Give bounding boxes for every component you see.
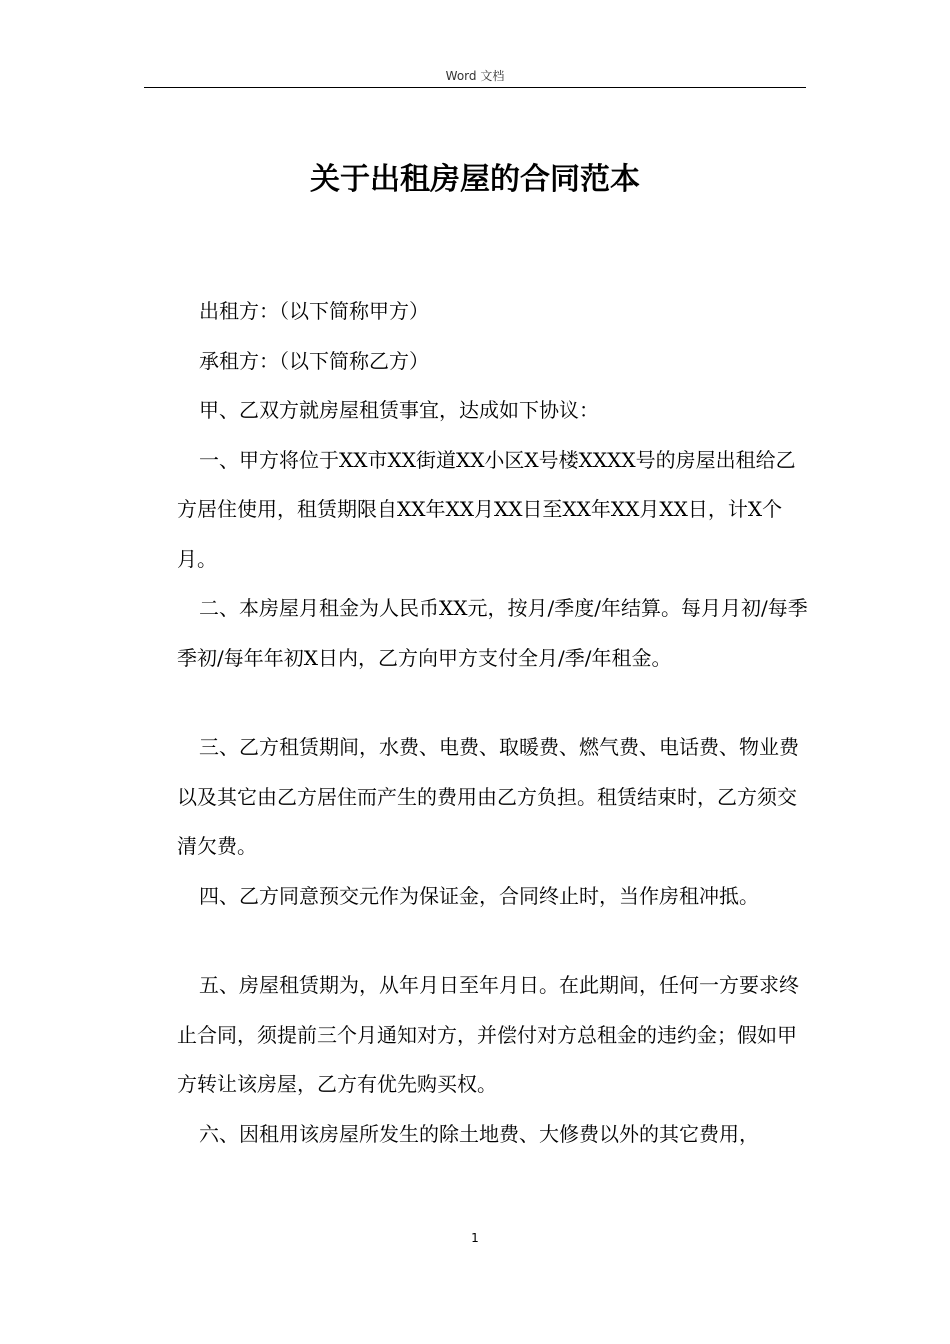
paragraph-clause-5: 五、房屋租赁期为，从年月日至年月日。在此期间，任何一方要求终止合同，须提前三个月通知对方，并偿付对方总租金的违约金；假如甲方转让该房屋，乙方有优先购买权。: [177, 973, 799, 1096]
paragraph-clause-6: 六、因租用该房屋所发生的除土地费、大修费以外的其它费用，: [199, 1121, 759, 1146]
paragraph-lessor: 出租方：（以下简称甲方）: [199, 299, 429, 323]
page-header-text: Word 文档: [445, 69, 505, 83]
paragraph-agreement-intro: 甲、乙双方就房屋租赁事宜，达成如下协议：: [199, 398, 599, 422]
paragraph-lessee: 承租方：（以下简称乙方）: [199, 348, 429, 373]
paragraph-clause-1: 一、甲方将位于XX市XX街道XX小区X号楼XXXX号的房屋出租给乙方居住使用，租赁期限自XX年XX月XX日至XX年XX月XX日，计X个月。: [177, 447, 796, 571]
page-number: 1: [471, 1231, 479, 1245]
paragraph-clause-4: 四、乙方同意预交元作为保证金，合同终止时，当作房租冲抵。: [199, 883, 759, 908]
paragraph-clause-3: 三、乙方租赁期间，水费、电费、取暖费、燃气费、电话费、物业费以及其它由乙方居住而产生的费用由乙方负担。租赁结束时，乙方须交清欠费。: [177, 735, 799, 858]
paragraph-clause-2: 二、本房屋月租金为人民币XX元，按月/季度/年结算。每月月初/每季季初/每年年初X日内，乙方向甲方支付全月/季/年租金。: [177, 596, 808, 670]
document-title: 关于出租房屋的合同范本: [310, 162, 640, 197]
header-divider: [144, 87, 806, 88]
document-body: [177, 287, 809, 1159]
